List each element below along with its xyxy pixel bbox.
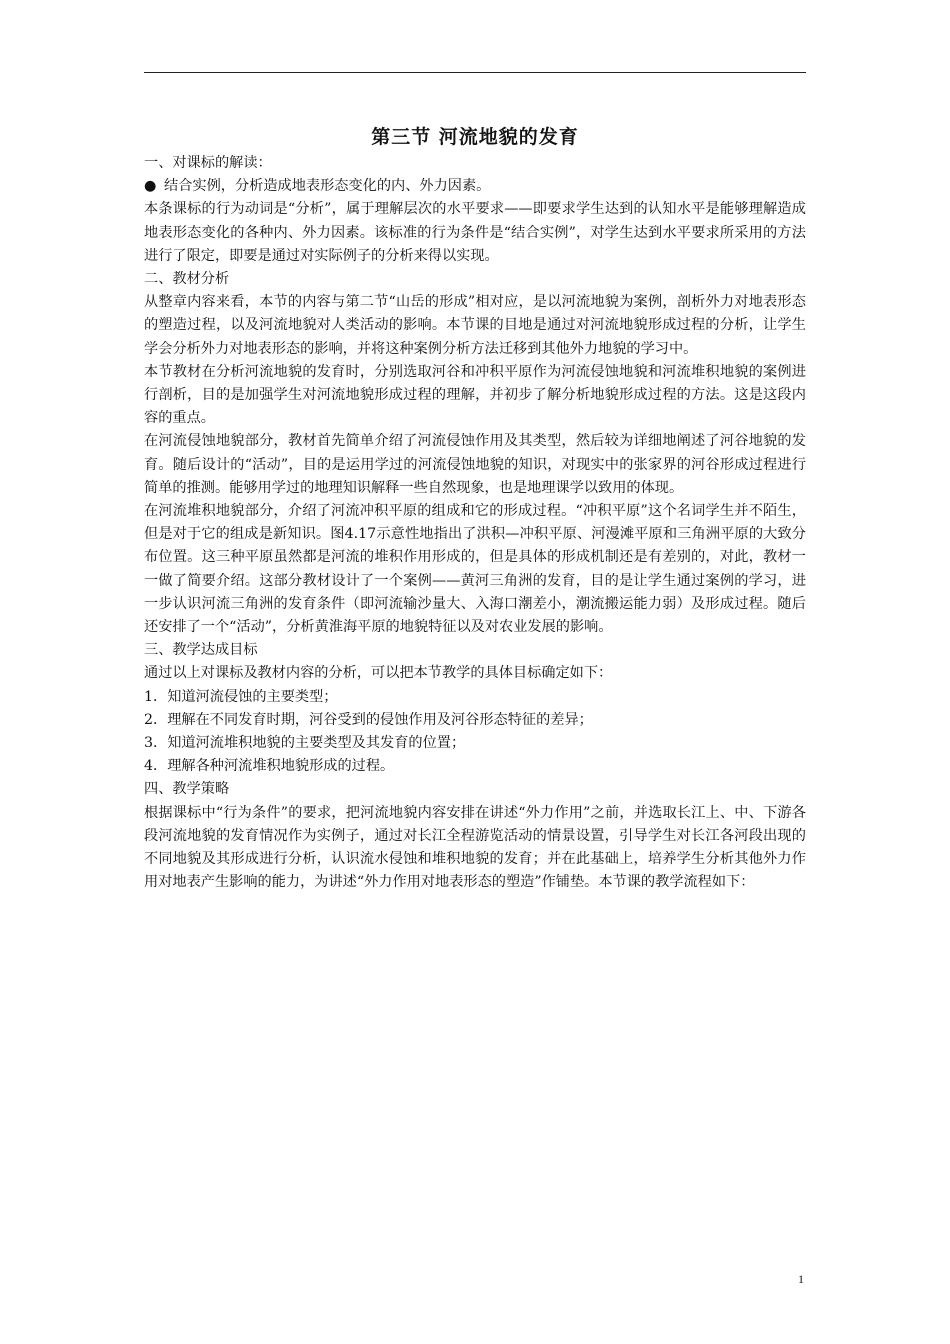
bullet-item xyxy=(144,175,806,198)
section-heading-3: 三、教学达成目标 xyxy=(144,642,258,659)
bullet-text: 结合实例，分析造成地表形态变化的内、外力因素。 xyxy=(164,178,491,195)
header-rule xyxy=(144,72,806,73)
list-item: 3．知道河流堆积地貌的主要类型及其发育的位置； xyxy=(144,735,466,752)
paragraph: 在河流侵蚀地貌部分，教材首先简单介绍了河流侵蚀作用及其类型，然后较为详细地阐述了河谷地貌的发育。随后设计的“活动”，目的是运用学过的河流侵蚀地貌的知识，对现实中的张家界的河谷形成过程进行简单的推测。能够用学过的地理知识解释一些自然现象，也是地理课学以致用的体现。 xyxy=(144,433,806,496)
bullet-icon: ● xyxy=(144,178,157,195)
section-heading-4: 四、教学策略 xyxy=(144,781,230,798)
paragraph: 通过以上对课标及教材内容的分析，可以把本节教学的具体目标确定如下： xyxy=(144,665,613,682)
document-body xyxy=(144,124,806,895)
paragraph: 在河流堆积地貌部分，介绍了河流冲积平原的组成和它的形成过程。“冲积平原”这个名词学生并不陌生，但是对于它的组成是新知识。图4.17示意性地指出了洪积—冲积平原、河漫滩平原和三角洲平原的大致分布位置。这三种平原虽然都是河流的堆积作用形成的，但是具体的形成机制还是有差别的，对此，教材一一做了简要介绍。这部分教材设计了一个案例——黄河三角洲的发育，目的是让学生通过案例的学习，进一步认识河流三角洲的发育条件（即河流输沙量大、入海口潮差小，潮流搬运能力弱）及形成过程。随后还安排了一个“活动”，分析黄淮海平原的地貌特征以及对农业发展的影响。 xyxy=(144,503,806,636)
section-heading-2: 二、教材分析 xyxy=(144,271,230,288)
section-heading-1: 一、对课标的解读： xyxy=(144,155,272,171)
list-item: 2．理解在不同发育时期，河谷受到的侵蚀作用及河谷形态特征的差异； xyxy=(144,711,593,728)
page-number: 1 xyxy=(798,1272,804,1286)
list-item: 1．知道河流侵蚀的主要类型； xyxy=(144,688,338,705)
paragraph: 本节教材在分析河流地貌的发育时，分别选取河谷和冲积平原作为河流侵蚀地貌和河流堆积地貌的案例进行剖析，目的是加强学生对河流地貌形成过程的理解，并初步了解分析地貌形成过程的方法。这是这段内容的重点。 xyxy=(144,363,806,427)
paragraph: 从整章内容来看，本节的内容与第二节“山岳的形成”相对应，是以河流地貌为案例，剖析外力对地表形态的塑造过程，以及河流地貌对人类活动的影响。本节课的目地是通过对河流地貌形成过程的分析，让学生学会分析外力对地表形态的影响，并将这种案例分析方法迁移到其他外力地貌的学习中。 xyxy=(144,294,806,357)
list-item: 4．理解各种河流堆积地貌形成的过程。 xyxy=(144,758,395,775)
paragraph: 本条课标的行为动词是“分析”，属于理解层次的水平要求——即要求学生达到的认知水平是能够理解造成地表形态变化的各种内、外力因素。该标准的行为条件是“结合实例”，对学生达到水平要求所采用的方法进行了限定，即要是通过对实际例子的分析来得以实现。 xyxy=(144,201,806,264)
page-title: 第三节 河流地貌的发育 xyxy=(371,126,579,148)
paragraph: 根据课标中“行为条件”的要求，把河流地貌内容安排在讲述“外力作用”之前，并选取长江上、中、下游各段河流地貌的发育情况作为实例子，通过对长江全程游览活动的情景设置，引导学生对长江各河段出现的不同地貌及其形成进行分析，认识流水侵蚀和堆积地貌的发育；并在此基础上，培养学生分析其他外力作用对地表产生影响的能力，为讲述“外力作用对地表形态的塑造”作铺垫。本节课的教学流程如下： xyxy=(144,804,806,891)
